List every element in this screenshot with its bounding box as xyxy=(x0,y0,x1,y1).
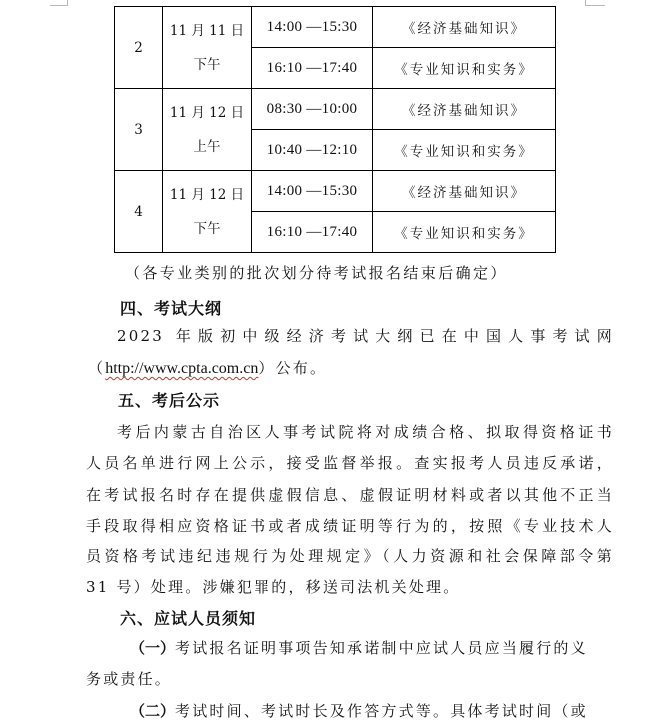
paren-close: ）公布。 xyxy=(258,359,328,377)
item-text: 考试时间、考试时长及作答方式等。具体考试时间（或 xyxy=(175,702,588,720)
batch-cell: 4 xyxy=(115,171,163,253)
paren-open: （ xyxy=(88,359,106,377)
table-row xyxy=(115,171,556,212)
cpta-link[interactable]: http://www.cpta.com.cn xyxy=(105,360,259,377)
section5-line: 31 号）处理。涉嫌犯罪的，移送司法机关处理。 xyxy=(86,578,461,596)
date-cell xyxy=(163,7,252,89)
table-note: （各专业类别的批次划分待考试报名结束后确定） xyxy=(125,264,508,282)
period-text: 下午 xyxy=(193,220,221,237)
subject-cell: 《专业知识和实务》 xyxy=(373,48,556,89)
section6-item-1 xyxy=(130,637,588,658)
section5-line: 手段取得相应资格证书或者成绩证明等行为的，按照《专业技术人 xyxy=(86,517,614,535)
subject-cell: 《经济基础知识》 xyxy=(373,171,556,212)
time-cell: 14:00 —15:30 xyxy=(252,7,373,48)
page-corner-mark-left xyxy=(50,0,68,6)
date-cell xyxy=(163,171,252,253)
period-text: 上午 xyxy=(193,138,221,155)
section6-item-1-cont: 务或责任。 xyxy=(86,670,173,688)
section5-heading: 五、考后公示 xyxy=(118,391,221,410)
section5-line: 员资格考试违纪违规行为处理规定》（人力资源和社会保障部令第 xyxy=(86,547,614,565)
section5-line: 人员名单进行网上公示，接受监督举报。查实报考人员违反承诺， xyxy=(86,454,614,472)
section4-paragraph-line1: 2023 年版初中级经济考试大纲已在中国人事考试网 xyxy=(117,327,614,345)
item-label: （一） xyxy=(130,639,176,657)
section4-paragraph-line2 xyxy=(88,357,327,378)
section5-line: 考后内蒙古自治区人事考试院将对成绩合格、拟取得资格证书 xyxy=(117,423,614,441)
time-cell: 08:30 —10:00 xyxy=(252,89,373,130)
section4-heading: 四、考试大纲 xyxy=(120,299,223,318)
exam-schedule-table xyxy=(114,6,556,253)
date-text: 11 月 11 日 xyxy=(169,22,245,39)
batch-cell: 3 xyxy=(115,89,163,171)
batch-cell: 2 xyxy=(115,7,163,89)
time-cell: 10:40 —12:10 xyxy=(252,130,373,171)
time-cell: 16:10 —17:40 xyxy=(252,48,373,89)
section6-heading: 六、应试人员须知 xyxy=(120,609,257,628)
table-row xyxy=(115,89,556,130)
subject-cell: 《经济基础知识》 xyxy=(373,89,556,130)
subject-cell: 《专业知识和实务》 xyxy=(373,212,556,253)
section6-item-2 xyxy=(130,700,588,721)
time-cell: 14:00 —15:30 xyxy=(252,171,373,212)
item-label: （二） xyxy=(130,702,176,720)
item-text: 考试报名证明事项告知承诺制中应试人员应当履行的义 xyxy=(175,639,588,657)
period-text: 下午 xyxy=(193,56,221,73)
subject-cell: 《经济基础知识》 xyxy=(373,7,556,48)
table-row xyxy=(115,7,556,48)
date-text: 11 月 12 日 xyxy=(169,186,245,203)
date-text: 11 月 12 日 xyxy=(169,104,245,121)
subject-cell: 《专业知识和实务》 xyxy=(373,130,556,171)
date-cell xyxy=(163,89,252,171)
page-corner-mark-right xyxy=(585,0,605,6)
time-cell: 16:10 —17:40 xyxy=(252,212,373,253)
section5-line: 在考试报名时存在提供虚假信息、虚假证明材料或者以其他不正当 xyxy=(86,486,614,504)
